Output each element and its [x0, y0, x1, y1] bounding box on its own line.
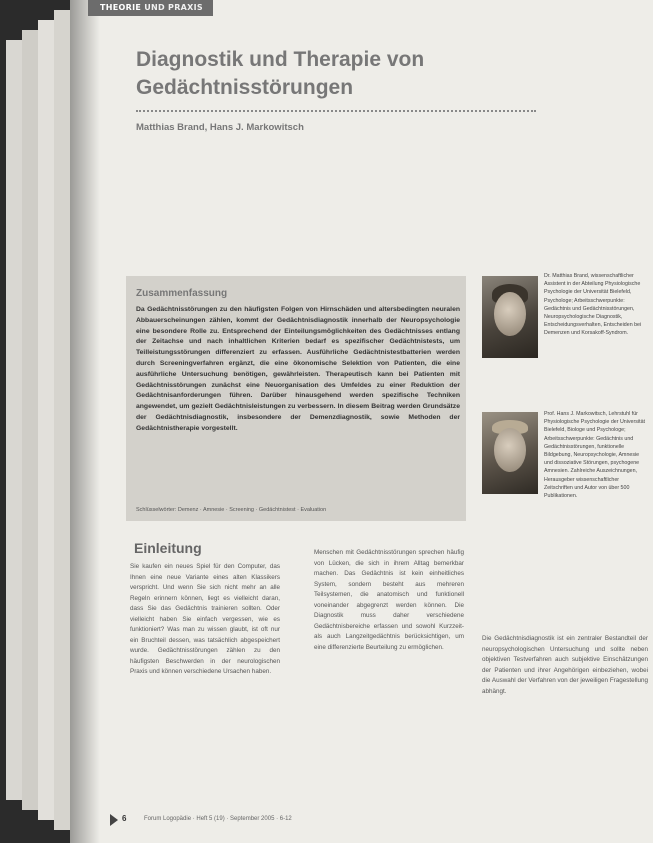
photo-face [494, 428, 526, 472]
article-title: Diagnostik und Therapie von Gedächtnisstörungen [136, 48, 425, 99]
body-column-3: Die Gedächtnisdiagnostik ist ein zentraler Bestandteil der neuropsychologischen Untersuchung und sollte neben objektiven Testverfahren auch subjektive Einschätzungen der Patienten und ihrer Angehörigen einbeziehen, wobei die Auswahl der Verfahren von der jeweiligen Fragestellung abhängt. [482, 635, 648, 695]
page-number: 6 [122, 814, 127, 823]
section-heading-einleitung: Einleitung [134, 540, 202, 556]
body-column-1: Sie kaufen ein neues Spiel für den Computer, das Ihnen eine neue Variante eines alten Klassikers verspricht. Und wenn Sie sich nicht mehr an alle Regeln erinnern können, liegt es vielleicht daran, dass Sie das Gedächtnis trainieren sollten. Oder vielleicht haben Sie einfach vergessen, wie es funktioniert? Was man zu wissen glaubt, ist oft nur ein Bruchteil dessen, was tatsächlich abgespeichert wurde. Gedächtnisstörungen zählen zu den häufigsten Beschwerden in der neurologischen Praxis und können verschiedene Ursachen haben. [130, 563, 280, 675]
page-footer [110, 814, 610, 828]
rubric-part2: UND PRAXIS [144, 3, 203, 12]
keywords: Schlüsselwörter: Demenz · Amnesie · Screening · Gedächtnistest · Evaluation [136, 507, 327, 513]
author-photo-brand [482, 276, 538, 358]
magazine-page [70, 0, 653, 843]
author-bio-brand: Dr. Matthias Brand, wissenschaftlicher Assistent in der Abteilung Physiologische Psychologie der Universität Bielefeld, Psychologe; Arbeitsschwerpunkte: Gedächtnis und Gedächtnisstörungen, Neuropsychologische Diagnostik, Entscheidungsverhalten, Entscheiden bei Demenzen und Korsakoff-Syndrom. [544, 273, 642, 337]
summary-text: Da Gedächtnisstörungen zu den häufigsten Folgen von Hirnschäden und altersbedingten neuralen Abbauerscheinungen zählen, kommt der Gedächtnisdiagnostik innerhalb der Neuropsychologie eine besondere Rolle zu. Entsprechend der Einteilungsmöglichkeiten des Gedächtnisses entlang der Zeitachse und nach inhaltlichen Kriterien bedarf es spezifischer Gedächtnistests, um Teilleistungsstörungen differenziert zu erfassen. Ausführliche Gedächtnistestbatterien werden durch Screeningverfahren ergänzt, die eine ökonomische Selektion von Patienten, die eine ausführliche Untersuchung benötigen, gewährleisten. Therapeutisch kann bei Patienten mit Gedächtnisstörungen zunächst eine Neuorganisation des Umfeldes zu einer Reduktion der Gedächtnisanforderungen führen. Darüber hinausgehend werden spezifische Techniken angewendet, um gezielt Gedächtnisleistungen zu verbessern. In diesem Beitrag werden Grundsätze der Gedächtnisdiagnostik, insbesondere der Demenzdiagnostik, sowie Methoden der Gedächtnistherapie vorgestellt. [136, 306, 460, 432]
author-photo-markowitsch [482, 412, 538, 494]
summary-box [126, 276, 466, 521]
photo-face [494, 292, 526, 336]
body-column-2: Menschen mit Gedächtnisstörungen sprechen häufig von Lücken, die sich in ihrem Alltag bemerkbar machen. Das Gedächtnis ist kein einheitliches System, sondern besteht aus mehreren Teilsystemen, die anatomisch und funktionell voneinander abgegrenzt werden können. Die Diagnostik muss daher verschiedene Gedächtnisbereiche erfassen und sowohl Kurzzeit- als auch Langzeitgedächtnis berücksichtigen, um eine differenzierte Beurteilung zu ermöglichen. [314, 549, 464, 651]
rubric-part1: THEORIE [100, 3, 142, 12]
section-rubric [88, 0, 213, 16]
journal-line: Forum Logopädie · Heft 5 (19) · September 2005 · 6-12 [144, 816, 292, 822]
article-authors: Matthias Brand, Hans J. Markowitsch [136, 122, 304, 133]
binding-shadow [70, 0, 100, 843]
summary-heading: Zusammenfassung [136, 288, 228, 299]
author-bio-markowitsch: Prof. Hans J. Markowitsch, Lehrstuhl für Physiologische Psychologie der Universität Bielefeld, Biologe und Psychologe; Arbeitsschwerpunkte: Gedächtnis und Gedächtnisstörungen, funktionelle Bildgebung, Neuropsychologie, Amnesie und dissoziative Störungen, psychogene Amnesien. Zahlreiche Auszeichnungen, Herausgeber wissenschaftlicher Zeitschriften und Autor von über 500 Publikationen. [544, 411, 645, 500]
title-divider [136, 110, 536, 112]
footer-arrow-icon [110, 814, 118, 826]
